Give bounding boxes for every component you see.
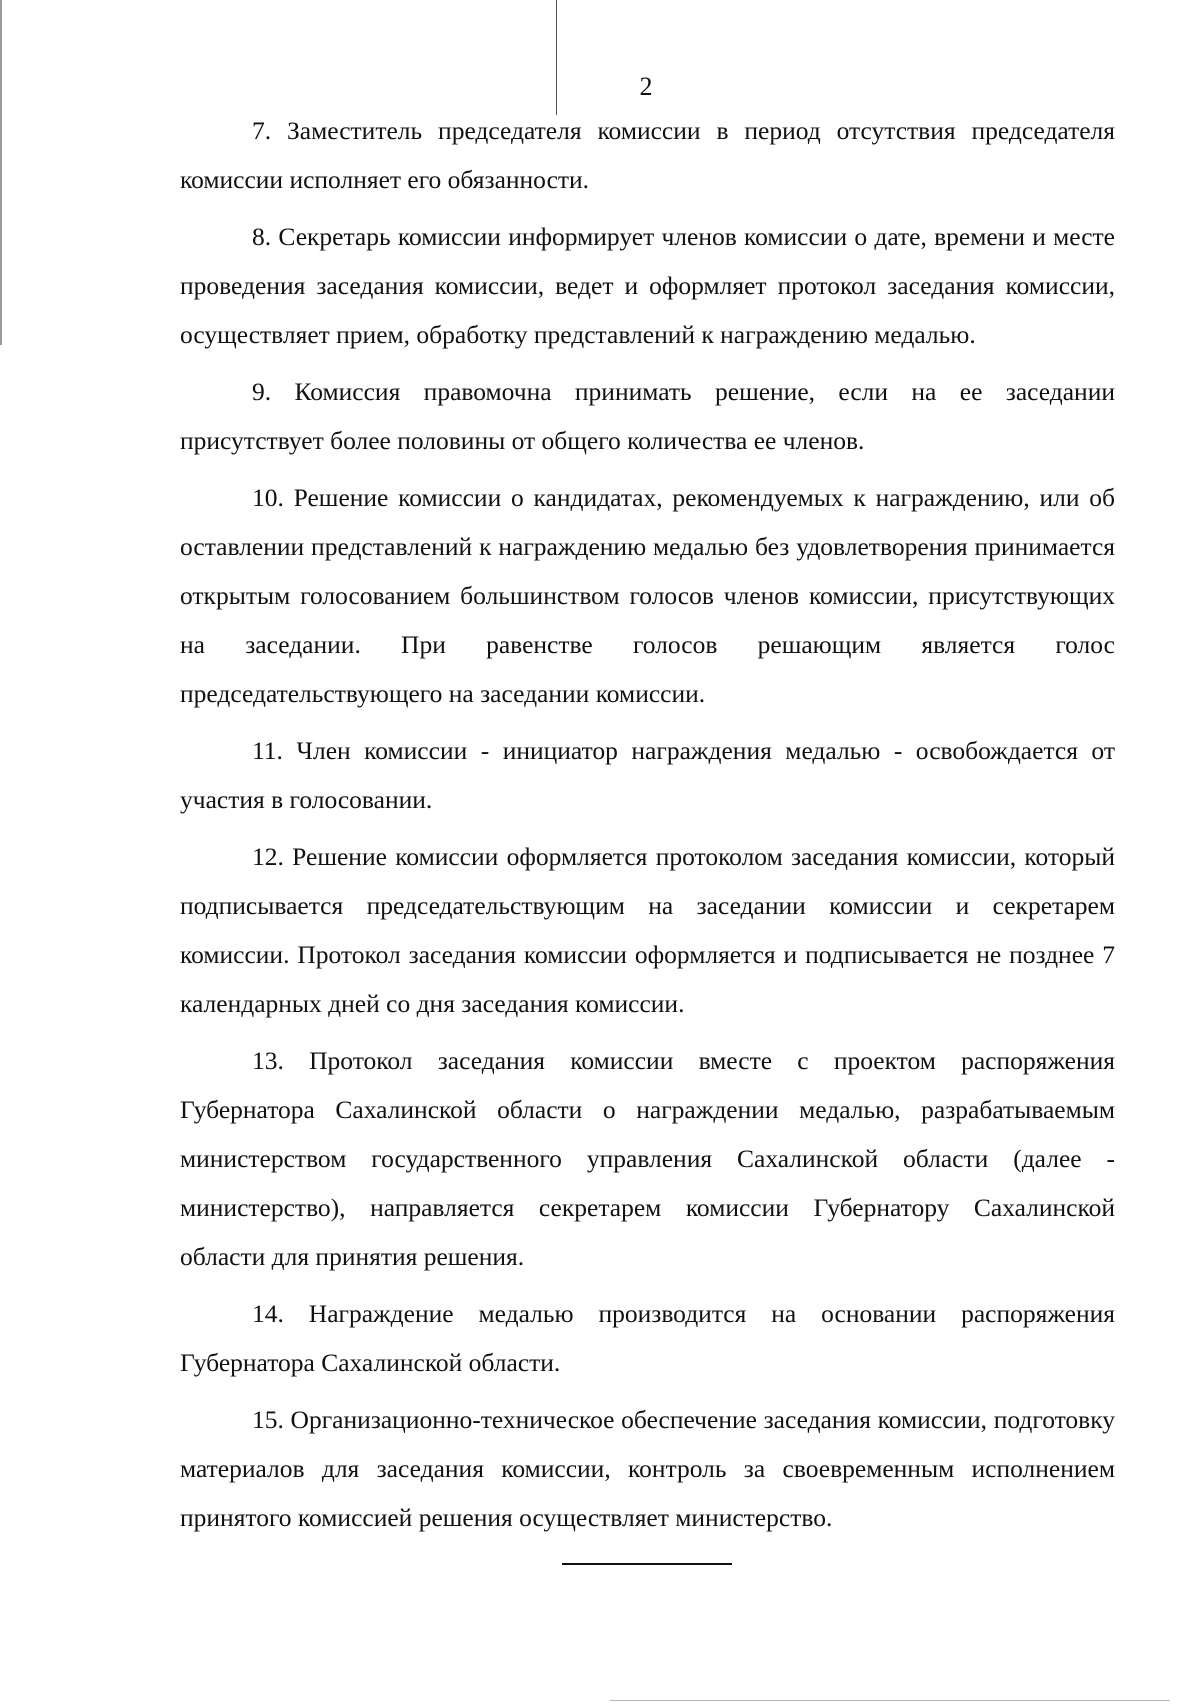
scan-edge-bottom bbox=[610, 1700, 1170, 1701]
paragraph-15: 15. Организационно-техническое обеспечение заседания комиссии, подготовку материалов для заседания комиссии, контроль за своевременным исполнением принятого комиссией решения осуществляет министерство. bbox=[180, 1405, 1115, 1532]
page-number: 2 bbox=[639, 72, 653, 101]
document-body bbox=[180, 106, 1115, 1550]
paragraph-12: 12. Решение комиссии оформляется протоколом заседания комиссии, который подписывается председательствующим на заседании комиссии и секретарем комиссии. Протокол заседания комиссии оформляется и подписывается не позднее 7 календарных дней со дня заседания комиссии. bbox=[180, 842, 1115, 1018]
paragraph-13: 13. Протокол заседания комиссии вместе с проектом распоряжения Губернатора Сахалинской области о награждении медалью, разрабатываемым министерством государственного управления Сахалинской области (далее - министерство), направляется секретарем комиссии Губернатору Сахалинской области для принятия решения. bbox=[180, 1046, 1115, 1271]
paragraph-7: 7. Заместитель председателя комиссии в период отсутствия председателя комиссии исполняет его обязанности. bbox=[180, 116, 1115, 194]
scan-edge-left bbox=[0, 0, 2, 345]
paragraph-14: 14. Награждение медалью производится на основании распоряжения Губернатора Сахалинской области. bbox=[180, 1299, 1115, 1377]
paragraph-11: 11. Член комиссии - инициатор награждения медалью - освобождается от участия в голосовании. bbox=[180, 736, 1115, 814]
paragraph-8: 8. Секретарь комиссии информирует членов комиссии о дате, времени и месте проведения заседания комиссии, ведет и оформляет протокол заседания комиссии, осуществляет прием, обработку представлений к награждению медалью. bbox=[180, 222, 1115, 349]
paragraph-9: 9. Комиссия правомочна принимать решение, если на ее заседании присутствует более половины от общего количества ее членов. bbox=[180, 377, 1115, 455]
paragraph-10: 10. Решение комиссии о кандидатах, рекомендуемых к награждению, или об оставлении представлений к награждению медалью без удовлетворения принимается открытым голосованием большинством голосов членов комиссии, присутствующих на заседании. При равенстве голосов решающим является голос председательствующего на заседании комиссии. bbox=[180, 483, 1115, 708]
end-of-document-rule bbox=[562, 1563, 732, 1565]
